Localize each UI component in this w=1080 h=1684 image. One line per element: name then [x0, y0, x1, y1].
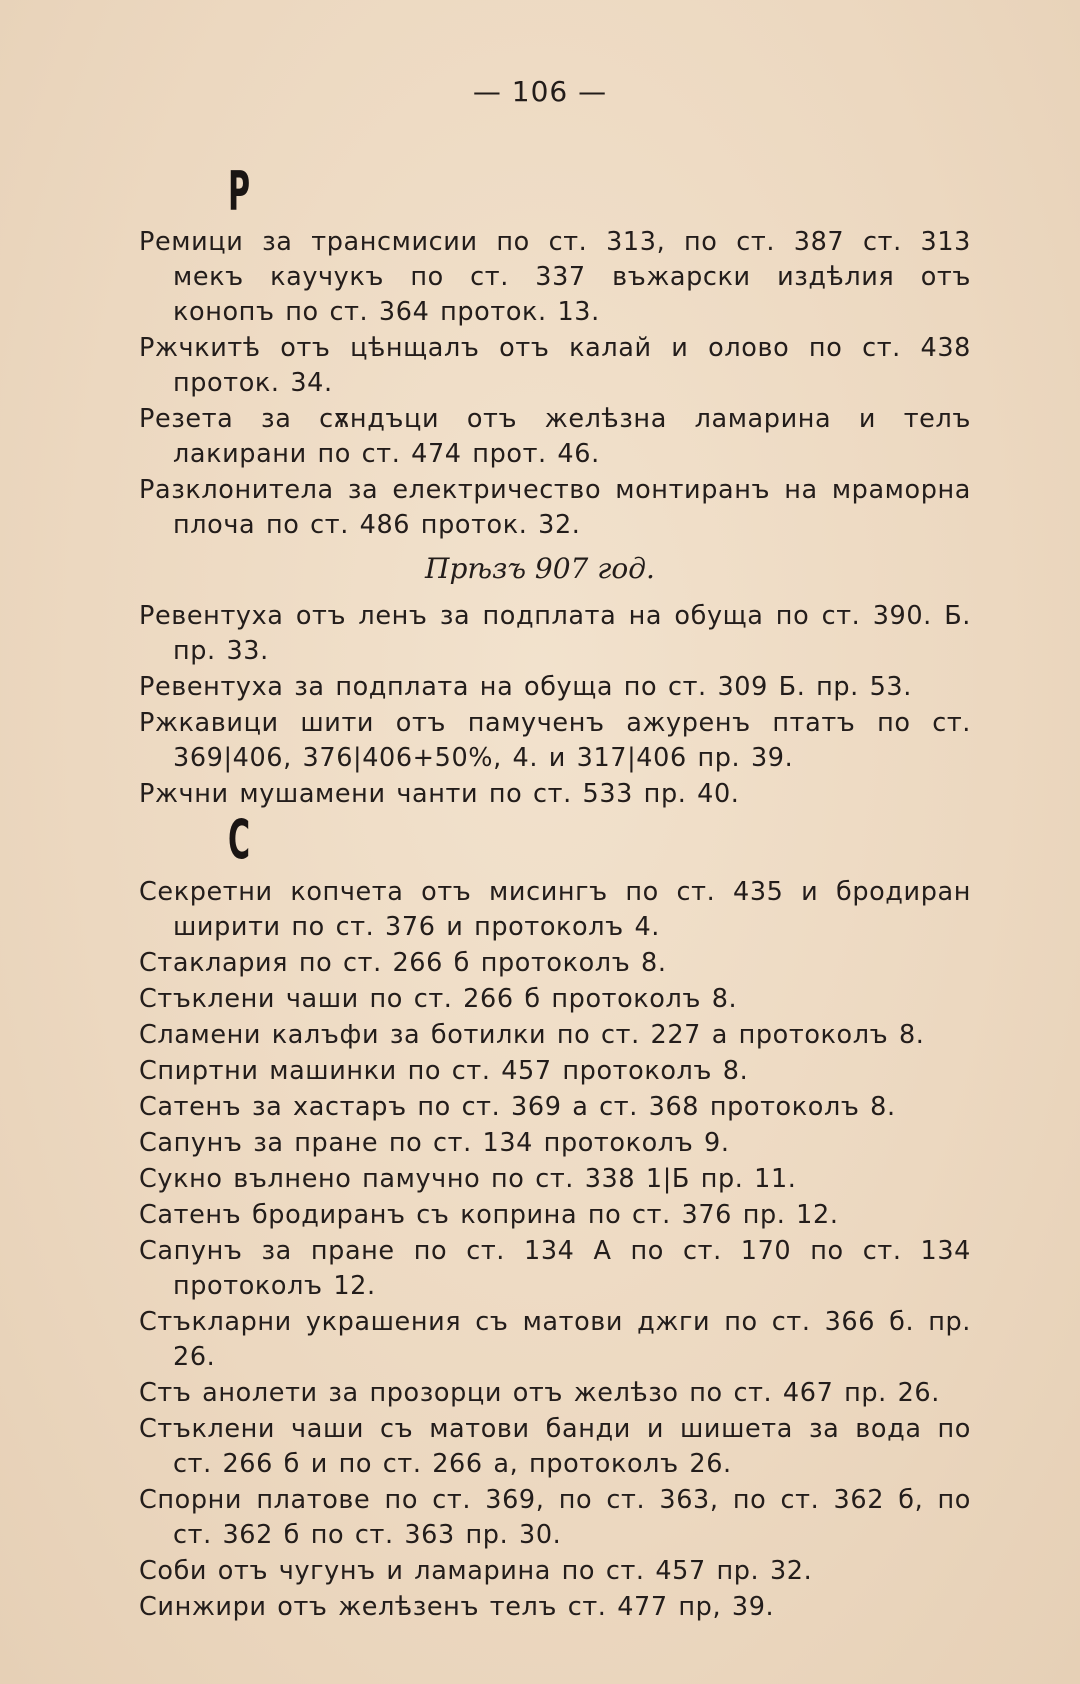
page-number: — 106 —: [472, 75, 608, 108]
index-entry: Ржчни мушамени чанти по ст. 533 пр. 40.: [139, 779, 740, 809]
index-entry: Спиртни машинки по ст. 457 протоколъ 8.: [139, 1056, 749, 1086]
index-entry: Секретни копчета отъ мисингъ по ст. 435 и бродиран ширити по ст. 376 и протоколъ 4.: [139, 877, 971, 942]
index-entry: Ревентуха отъ ленъ за подплата на обуща по ст. 390. Б. пр. 33.: [139, 601, 971, 666]
subheading-year: Прѣзъ 907 год.: [425, 552, 655, 585]
section-letter-r: Р: [228, 160, 251, 223]
index-entry: Ревентуха за подплата на обуща по ст. 309 Б. пр. 53.: [139, 672, 912, 702]
index-entry: Ржчкитѣ отъ цѣнщалъ отъ калай и олово по ст. 438 проток. 34.: [139, 333, 971, 398]
index-entry: Стъклени чаши по ст. 266 б протоколъ 8.: [139, 984, 738, 1014]
index-entry: Сламени калъфи за ботилки по ст. 227 а протоколъ 8.: [139, 1020, 925, 1050]
index-entry: Синжири отъ желѣзенъ телъ ст. 477 пр, 39.: [139, 1592, 775, 1622]
index-entry: Стъ анолети за прозорци отъ желѣзо по ст. 467 пр. 26.: [139, 1378, 940, 1408]
index-entry: Резета за сѫндъци отъ желѣзна ламарина и телъ лакирани по ст. 474 прот. 46.: [139, 404, 971, 469]
section-letter-s: С: [228, 808, 251, 871]
index-entry: Сапунъ за пране по ст. 134 протоколъ 9.: [139, 1128, 730, 1158]
entries-r-list: [139, 225, 971, 544]
index-entry: Стаклария по ст. 266 б протоколъ 8.: [139, 948, 667, 978]
index-entry: Стъклени чаши съ матови банди и шишета за вода по ст. 266 б и по ст. 266 а, протоколъ 26.: [139, 1414, 971, 1479]
index-entry: Сатенъ бродиранъ съ коприна по ст. 376 пр. 12.: [139, 1200, 839, 1230]
index-entry: Ржкавици шити отъ памученъ ажуренъ птатъ по ст. 369|406, 376|406+50%, 4. и 317|406 пр. 39.: [139, 708, 971, 773]
index-entry: Разклонитела за електричество монтиранъ на мраморна плоча по ст. 486 проток. 32.: [139, 475, 971, 540]
index-entry: Ремици за трансмисии по ст. 313, по ст. 387 ст. 313 мекъ каучукъ по ст. 337 въжарски издѣлия отъ конопъ по ст. 364 проток. 13.: [139, 227, 971, 327]
index-entry: Спорни платове по ст. 369, по ст. 363, по ст. 362 б, по ст. 362 б по ст. 363 пр. 30.: [139, 1485, 971, 1550]
index-entry: Сапунъ за пране по ст. 134 А по ст. 170 по ст. 134 протоколъ 12.: [139, 1236, 971, 1301]
entries-s-list: [139, 875, 971, 1626]
index-entry: Сатенъ за хастаръ по ст. 369 а ст. 368 протоколъ 8.: [139, 1092, 896, 1122]
index-entry: Стъкларни украшения съ матови джги по ст. 366 б. пр. 26.: [139, 1307, 971, 1372]
entries-r-year-list: [139, 599, 971, 813]
index-entry: Соби отъ чугунъ и ламарина по ст. 457 пр. 32.: [139, 1556, 813, 1586]
index-entry: Сукно вълнено памучно по ст. 338 1|Б пр. 11.: [139, 1164, 797, 1194]
